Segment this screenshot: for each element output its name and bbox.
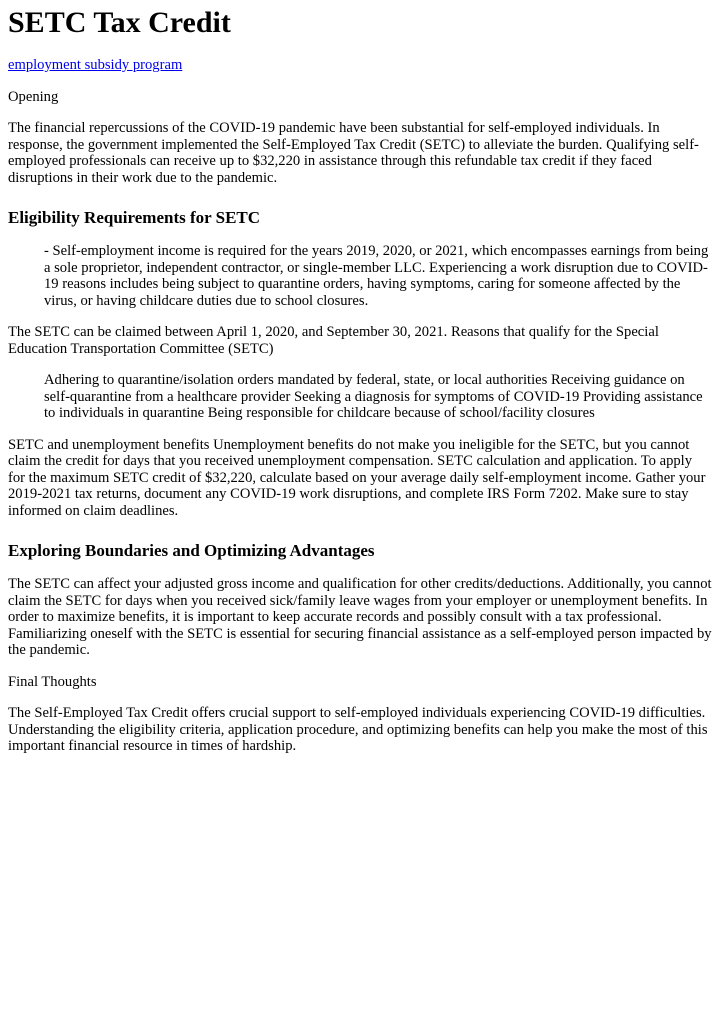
final-paragraph: The Self-Employed Tax Credit offers crucial support to self-employed individuals experiencing COVID-19 difficulties. Understanding the eligibility criteria, application procedure, and optimizing benefits can help you make the most of this important financial resource in times of hardship. — [8, 705, 708, 754]
unemployment-paragraph: SETC and unemployment benefits Unemployment benefits do not make you ineligible for the SETC, but you cannot claim the credit for days that you received unemployment compensation. SETC calculation and application. To apply for the maximum SETC credit of $32,220, calculate based on your average daily self-employment income. Gather your 2019-2021 tax returns, document any COVID-19 work disruptions, and complete IRS Form 7202. Make sure to stay informed on claim deadlines. — [8, 436, 706, 519]
eligibility-quote: - Self-employment income is required for the years 2019, 2020, or 2021, which encompasses earnings from being a sole proprietor, independent contractor, or single-member LLC. Experiencing a work disruption due to COVID-19 reasons includes being subject to quarantine orders, having symptoms, caring for someone affected by the virus, or having childcare duties due to school closures. — [44, 243, 709, 309]
opening-paragraph: The financial repercussions of the COVID-19 pandemic have been substantial for self-employed individuals. In response, the government implemented the Self-Employed Tax Credit (SETC) to alleviate the burden. Qualifying self-employed professionals can receive up to $32,220 in assistance through this refundable tax credit if they faced disruptions in their work due to the pandemic. — [8, 120, 699, 186]
employment-subsidy-link[interactable]: employment subsidy program — [8, 57, 183, 73]
claim-period-paragraph: The SETC can be claimed between April 1, 2020, and September 30, 2021. Reasons that qualify for the Special Education Transportation Committee (SETC) — [8, 324, 659, 357]
final-thoughts-label: Final Thoughts — [8, 673, 97, 690]
qualifying-reasons-quote: Adhering to quarantine/isolation orders mandated by federal, state, or local authorities Receiving guidance on self-quarantine from a healthcare provider Seeking a diagnosis for symptoms of COVID-19 Providing assistance to individuals in quarantine Being responsible for childcare because of school/facility closures — [44, 372, 703, 421]
eligibility-heading: Eligibility Requirements for SETC — [8, 208, 261, 227]
article — [0, 6, 720, 755]
boundaries-heading: Exploring Boundaries and Optimizing Advantages — [8, 541, 375, 560]
page-title: SETC Tax Credit — [8, 6, 231, 39]
link-paragraph — [8, 57, 712, 74]
opening-label: Opening — [8, 88, 59, 105]
boundaries-paragraph: The SETC can affect your adjusted gross income and qualification for other credits/deductions. Additionally, you cannot claim the SETC for days when you received sick/family leave wages from your employer or unemployment benefits. In order to maximize benefits, it is important to keep accurate records and possibly consult with a tax professional. Familiarizing oneself with the SETC is essential for securing financial assistance as a self-employed person impacted by the pandemic. — [8, 576, 712, 658]
